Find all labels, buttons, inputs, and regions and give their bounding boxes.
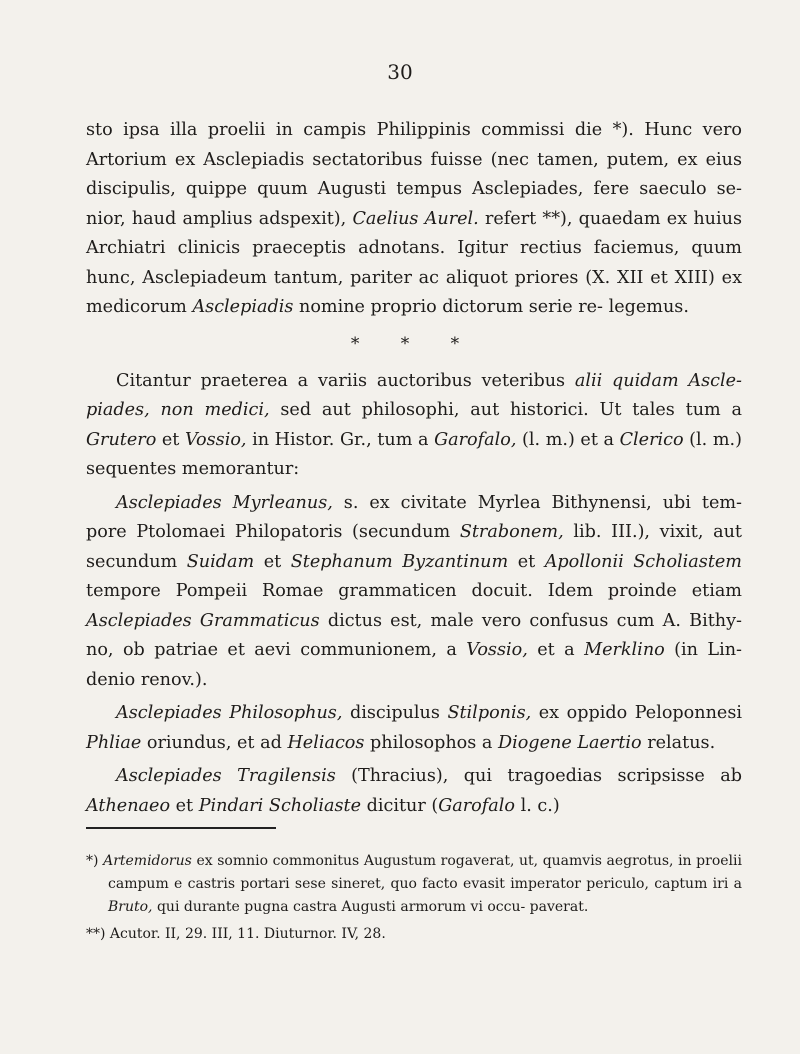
emphasis: Heliacos [287,732,365,753]
author-ref: Garofalo [438,795,515,816]
entry-heading: Asclepiades Philosophus, [116,703,343,723]
text-run: et [254,551,291,572]
text-run: (Thracius), qui tragoedias scripsisse ab [335,766,742,786]
footnotes [86,850,742,950]
author-ref: Diogene Laertio [497,732,642,753]
author-ref: Pindari Scholiaste [198,795,361,816]
text-run: dictus est, male vero confusus cum A. Bithy- no, ob patriae et aevi communionem, a [86,610,742,660]
author-ref: Grutero [86,429,157,450]
emphasis: Asclepiades Grammaticus [86,610,320,631]
place-ref: Phliae [86,732,142,753]
text-run: l. c.) [515,795,560,816]
author-ref: Strabonem, [459,522,564,542]
author-ref: Garofalo, [434,429,517,450]
emphasis: alii quidam Ascle- piades, non medici, [86,370,742,420]
footnote-2: **) Acutor. II, 29. III, 11. Diuturnor. IV, 28. [86,926,386,942]
text-run: qui durante pugna castra Augusti armorum vi occu- paverat. [152,899,589,915]
author-ref: Suidam [186,551,255,572]
text-run: et [156,429,185,450]
section-divider-stars: * * * [350,333,478,354]
text-run: dicitur ( [360,795,439,816]
author-ref: Artemidorus [103,853,192,869]
text-run: discipulus [342,703,448,723]
text-run: relatus. [641,732,716,753]
author-ref: Apollonii Scholiastem [544,551,742,572]
text-run: (in Lin- denio renov.). [86,640,743,690]
text-run: nomine proprio dictorum serie re- legemus. [293,297,689,317]
text-run: et [508,551,545,572]
entry-heading: Asclepiades Myrleanus, [116,492,333,513]
author-ref: Merklino [584,640,665,660]
footnote-marker: *) [86,853,104,869]
text-run: et [170,795,199,816]
author-ref: Stilponis, [447,703,532,723]
text-run: sto ipsa illa proelii in campis Philippinis commissi die *). Hunc vero Artorium ex Asclepiadis sectatoribus fuisse (nec tamen, putem, ex eius discipulis, quippe quum Augusti tempus Asclepiades, fere saeculo se- nior, haud amplius adspexit), [86,120,742,229]
footnote-1 [86,850,742,919]
text-run: lib. III.), vixit, aut secundum [86,522,742,572]
text-run: (l. m.) et a [516,429,620,450]
entry-heading: Asclepiades Tragilensis [116,766,336,786]
paragraph-4 [86,699,742,758]
footnote-rule [86,827,276,829]
author-ref: Stephanum Byzantinum [290,551,509,572]
paragraph-3 [86,489,742,696]
author-ref: Bruto, [108,899,153,915]
text-run: ex oppido Peloponnesi [531,703,742,723]
author-ref: Vossio, [184,429,247,450]
text-run: s. ex civitate Myrlea Bithynensi, ubi tem- pore Ptolomaei Philopatoris (secundum [86,492,742,542]
text-run: sed aut philosophi, aut historici. Ut tales tum a [269,400,742,420]
paragraph-1 [86,116,742,323]
paragraph-5 [86,762,742,821]
text-run: Citantur praeterea a variis auctoribus veteribus [116,370,575,391]
text-run: et a [527,640,585,660]
author-ref: Caelius Aurel. [352,208,479,229]
text-run: in Histor. Gr., tum a [246,429,435,450]
text-run: (l. m.) sequentes memorantur: [86,429,742,479]
paragraph-2 [86,367,742,485]
text-run: ex somnio commonitus Augustum rogaverat, ut, quamvis aegrotus, in proelii campum e castris portari sese sineret, quo facto evasit imperator periculo, captum iri a [108,853,742,892]
author-ref: Athenaeo [86,795,171,816]
main-text [86,116,742,821]
page-number: 30 [387,60,413,84]
text-run: philosophos a [364,732,498,753]
author-ref: Vossio, [466,640,528,660]
text-run: oriundus, et ad [141,732,288,753]
text-run: refert **), quaedam ex huius Archiatri clinicis praeceptis adnotans. Igitur rectius faciemus, quum hunc, Asclepiadeum tantum, pariter ac aliquot priores (X. XII et XIII) ex medicorum [86,208,743,317]
author-ref: Clerico [619,429,684,450]
text-run: tempore Pompeii Romae grammaticen docuit. Idem proinde etiam [86,581,742,601]
author-ref: Asclepiadis [192,297,294,317]
